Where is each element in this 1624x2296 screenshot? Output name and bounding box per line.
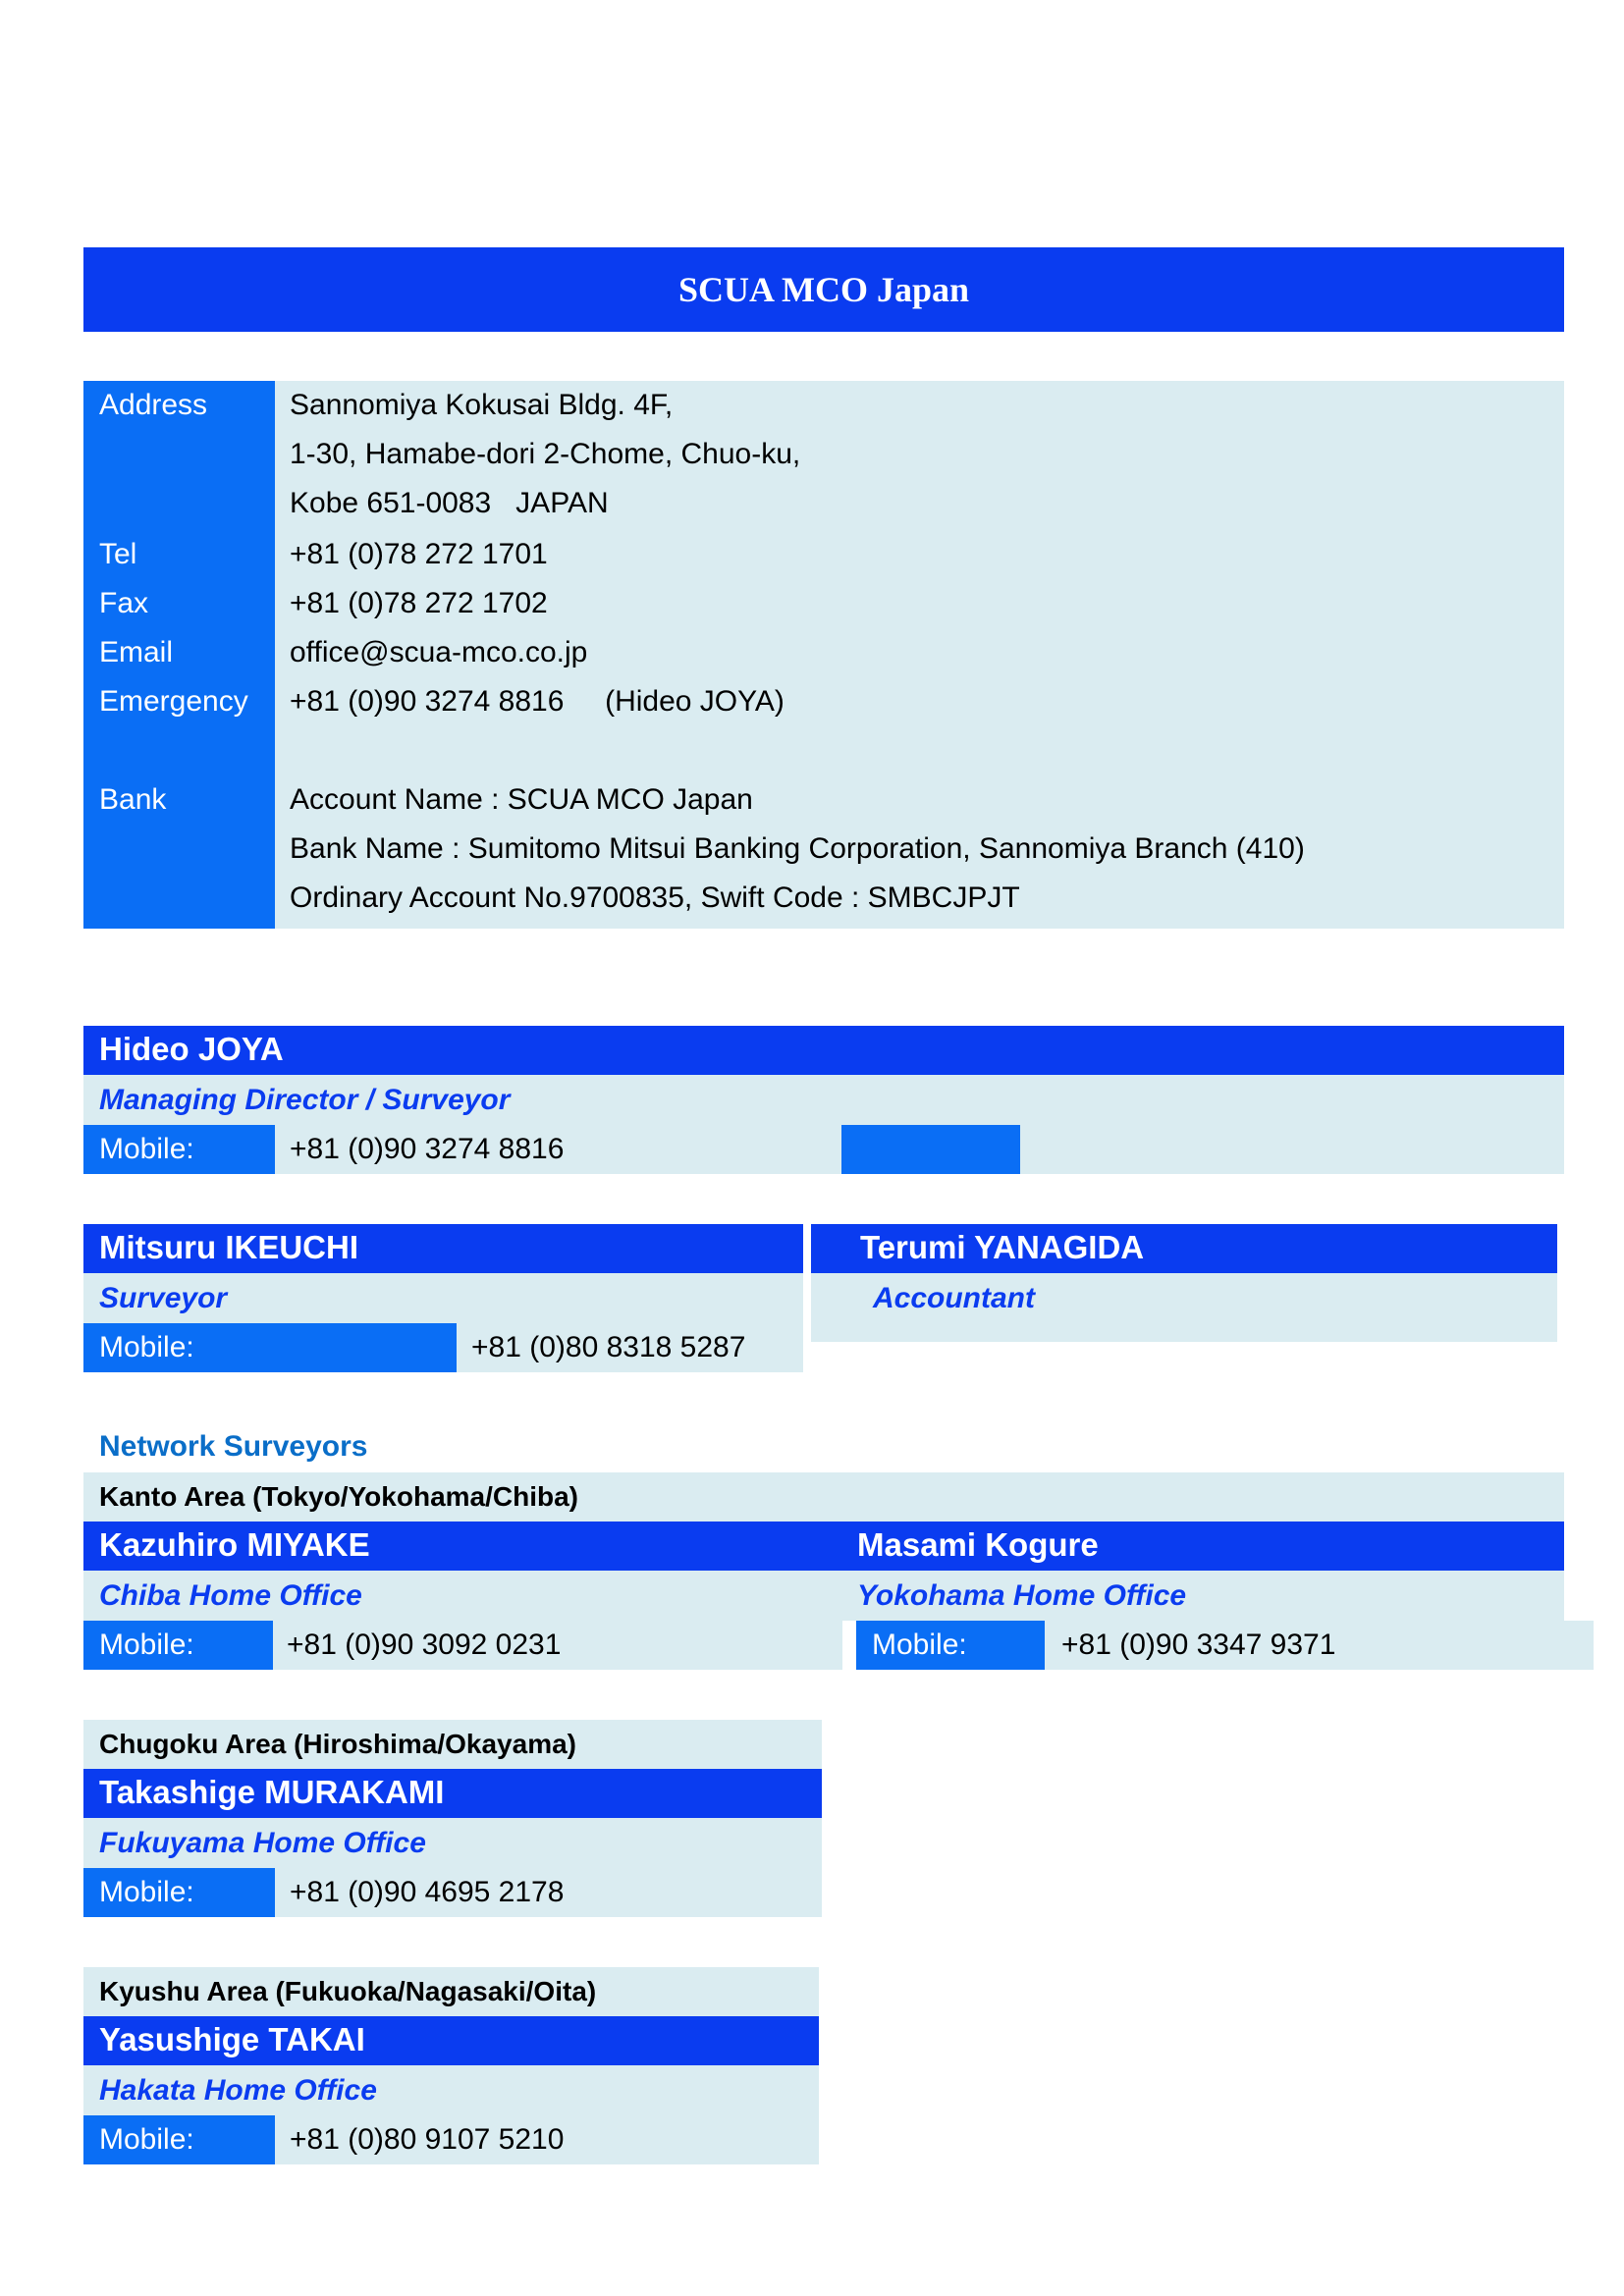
joya-mobile-label: Mobile: bbox=[99, 1133, 194, 1165]
chugoku-area-label: Chugoku Area (Hiroshima/Okayama) bbox=[99, 1729, 576, 1759]
murakami-mobile-label: Mobile: bbox=[99, 1876, 194, 1908]
email-link[interactable]: office@scua-mco.co.jp bbox=[290, 636, 588, 668]
kogure-mobile-value[interactable]: +81 (0)90 3347 9371 bbox=[1061, 1629, 1336, 1661]
kogure-mobile-label: Mobile: bbox=[872, 1629, 967, 1661]
yanagida-role: Accountant bbox=[873, 1282, 1035, 1314]
fax-value: +81 (0)78 272 1702 bbox=[290, 587, 548, 619]
takai-name: Yasushige TAKAI bbox=[99, 2021, 365, 2057]
miyake-mobile-label: Mobile: bbox=[99, 1629, 194, 1661]
bank-account-name: Account Name : SCUA MCO Japan bbox=[290, 783, 753, 816]
murakami-mobile-value[interactable]: +81 (0)90 4695 2178 bbox=[290, 1876, 565, 1908]
address-line-2: 1-30, Hamabe-dori 2-Chome, Chuo-ku, bbox=[290, 438, 801, 470]
murakami-office: Fukuyama Home Office bbox=[99, 1827, 426, 1859]
takai-mobile-label: Mobile: bbox=[99, 2123, 194, 2156]
tel-label: Tel bbox=[99, 538, 137, 570]
kyushu-area-label: Kyushu Area (Fukuoka/Nagasaki/Oita) bbox=[99, 1976, 597, 2006]
miyake-name: Kazuhiro MIYAKE bbox=[99, 1526, 370, 1563]
joya-name: Hideo JOYA bbox=[99, 1031, 284, 1067]
murakami-name: Takashige MURAKAMI bbox=[99, 1774, 445, 1810]
joya-name-bar bbox=[83, 1026, 1564, 1075]
email-label: Email bbox=[99, 636, 174, 668]
takai-mobile-value[interactable]: +81 (0)80 9107 5210 bbox=[290, 2123, 565, 2156]
bank-label: Bank bbox=[99, 783, 167, 816]
ikeuchi-mobile-value[interactable]: +81 (0)80 8318 5287 bbox=[471, 1331, 746, 1363]
takai-office: Hakata Home Office bbox=[99, 2074, 377, 2107]
address-line-3: Kobe 651-0083 JAPAN bbox=[290, 487, 609, 519]
yanagida-name: Terumi YANAGIDA bbox=[860, 1229, 1145, 1265]
miyake-mobile-value[interactable]: +81 (0)90 3092 0231 bbox=[287, 1629, 562, 1661]
emergency-label: Emergency bbox=[99, 685, 248, 718]
ikeuchi-mobile-label: Mobile: bbox=[99, 1331, 194, 1363]
kanto-mobile-divider bbox=[842, 1621, 856, 1670]
joya-mobile-value[interactable]: +81 (0)90 3274 8816 bbox=[290, 1133, 565, 1165]
tel-value[interactable]: +81 (0)78 272 1701 bbox=[290, 538, 548, 570]
fax-label: Fax bbox=[99, 587, 149, 619]
miyake-office: Chiba Home Office bbox=[99, 1579, 362, 1612]
ikeuchi-name: Mitsuru IKEUCHI bbox=[99, 1229, 358, 1265]
kanto-area-label: Kanto Area (Tokyo/Yokohama/Chiba) bbox=[99, 1481, 578, 1512]
kogure-name: Masami Kogure bbox=[857, 1526, 1099, 1563]
address-line-1: Sannomiya Kokusai Bldg. 4F, bbox=[290, 389, 674, 421]
joya-blank-cell bbox=[841, 1125, 1020, 1174]
page-title: SCUA MCO Japan bbox=[83, 247, 1564, 332]
bank-account-number: Ordinary Account No.9700835, Swift Code : SMBCJPJT bbox=[290, 881, 1020, 914]
joya-role: Managing Director / Surveyor bbox=[99, 1084, 511, 1116]
address-label: Address bbox=[99, 389, 208, 421]
emergency-value[interactable]: +81 (0)90 3274 8816 (Hideo JOYA) bbox=[290, 685, 785, 718]
kogure-office: Yokohama Home Office bbox=[857, 1579, 1187, 1612]
ikeuchi-role: Surveyor bbox=[99, 1282, 228, 1314]
bank-name: Bank Name : Sumitomo Mitsui Banking Corporation, Sannomiya Branch (410) bbox=[290, 832, 1305, 865]
network-heading: Network Surveyors bbox=[99, 1430, 368, 1463]
